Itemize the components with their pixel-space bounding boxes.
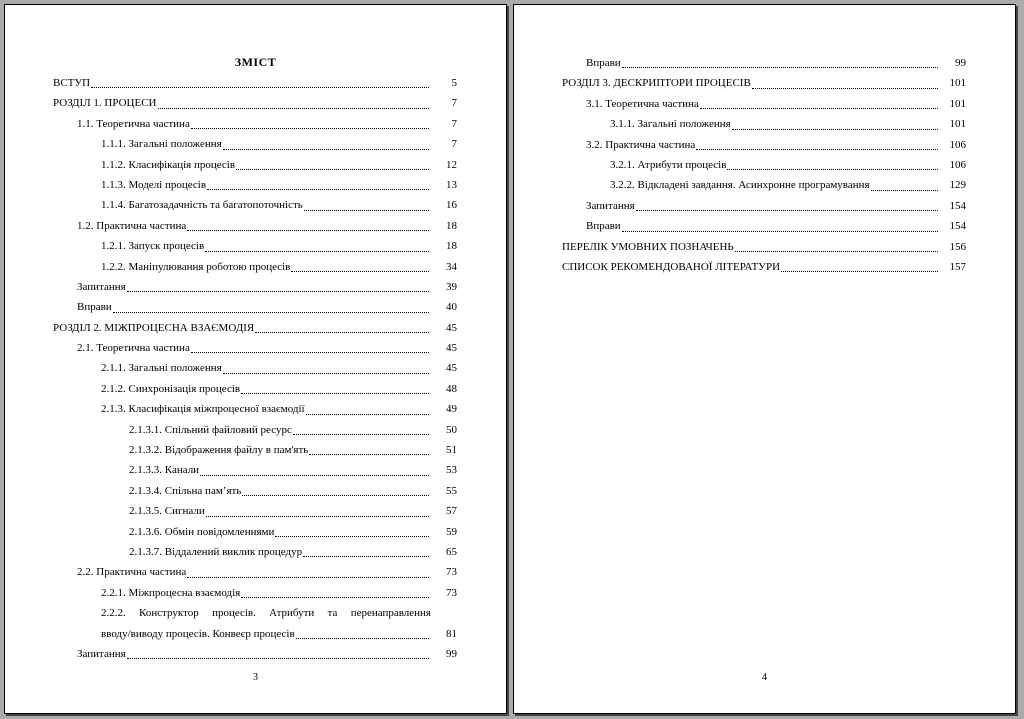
document-page-left (4, 4, 507, 714)
toc-entry: 2.1.3. Класифікація міжпроцесної взаємодії 49 (101, 403, 457, 416)
toc-entry: РОЗДІЛ 2. МІЖПРОЦЕСНА ВЗАЄМОДІЯ 45 (53, 321, 457, 334)
toc-list-right (562, 53, 966, 277)
toc-entry: 2.2. Практична частина 73 (77, 566, 457, 579)
toc-entry: 1.1.2. Класифікація процесів 12 (101, 158, 457, 171)
toc-entry: 2.1.3.7. Віддалений виклик процедур 65 (129, 545, 457, 558)
toc-entry: 1.1.1. Загальні положення 7 (101, 138, 457, 151)
toc-entry: 2.1.1. Загальні положення 45 (101, 362, 457, 375)
toc-entry: 2.1.3.3. Канали 53 (129, 464, 457, 477)
toc-entry: 2.1.3.2. Відображення файлу в пам'ять 51 (129, 444, 457, 457)
toc-entry: РОЗДІЛ 3. ДЕСКРИПТОРИ ПРОЦЕСІВ 101 (562, 77, 966, 90)
page-number: 4 (762, 672, 767, 683)
toc-entry: Запитання 154 (586, 199, 966, 212)
toc-entry: Вправи 154 (586, 220, 966, 233)
toc-entry: 1.2.1. Запуск процесів 18 (101, 240, 457, 253)
toc-entry: 1.2.2. Маніпулювання роботою процесів 34 (101, 260, 457, 273)
toc-entry: 2.1.3.4. Спільна пам’ять 55 (129, 484, 457, 497)
toc-entry: 2.1.3.5. Сигнали 57 (129, 505, 457, 518)
toc-entry: СПИСОК РЕКОМЕНДОВАНОЇ ЛІТЕРАТУРИ 157 (562, 260, 966, 273)
toc-entry: 2.1. Теоретична частина 45 (77, 342, 457, 355)
toc-title: ЗМІСТ (234, 55, 277, 69)
toc-entry: 3.1.1. Загальні положення 101 (610, 118, 966, 131)
page-number: 3 (253, 672, 258, 683)
toc-entry: 2.1.3.6. Обмін повідомленнями 59 (129, 525, 457, 538)
toc-entry: 1.1.4. Багатозадачність та багатопоточність 16 (101, 199, 457, 212)
toc-entry: 3.1. Теоретична частина 101 (586, 97, 966, 110)
toc-entry: Запитання 99 (77, 647, 457, 660)
toc-entry: Вправи 40 (77, 301, 457, 314)
toc-entry: 3.2.1. Атрибути процесів 106 (610, 158, 966, 171)
document-page-right (513, 4, 1016, 714)
toc-entry: ВСТУП 5 (53, 76, 457, 89)
toc-entry: вводу/виводу процесів. Конвеєр процесів 81 (101, 627, 457, 640)
toc-entry: 2.1.3.1. Спільний файловий ресурс 50 (129, 423, 457, 436)
toc-entry: 2.2.2. Конструктор процесів. Атрибути та перенаправлення (101, 607, 431, 620)
toc-entry: 1.2. Практична частина 18 (77, 219, 457, 232)
toc-entry: 3.2.2. Відкладені завдання. Асинхронне програмування 129 (610, 179, 966, 192)
toc-entry: 3.2. Практична частина 106 (586, 138, 966, 151)
toc-entry: 1.1. Теоретична частина 7 (77, 117, 457, 130)
toc-entry: 2.2.1. Міжпроцесна взаємодія 73 (101, 586, 457, 599)
toc-entry: Вправи 99 (586, 56, 966, 69)
toc-list-left (53, 73, 457, 664)
toc-entry: 2.1.2. Синхронізація процесів 48 (101, 382, 457, 395)
toc-entry: 1.1.3. Моделі процесів 13 (101, 178, 457, 191)
toc-entry: РОЗДІЛ 1. ПРОЦЕСИ 7 (53, 97, 457, 110)
toc-entry: Запитання 39 (77, 280, 457, 293)
toc-entry: ПЕРЕЛІК УМОВНИХ ПОЗНАЧЕНЬ 156 (562, 240, 966, 253)
